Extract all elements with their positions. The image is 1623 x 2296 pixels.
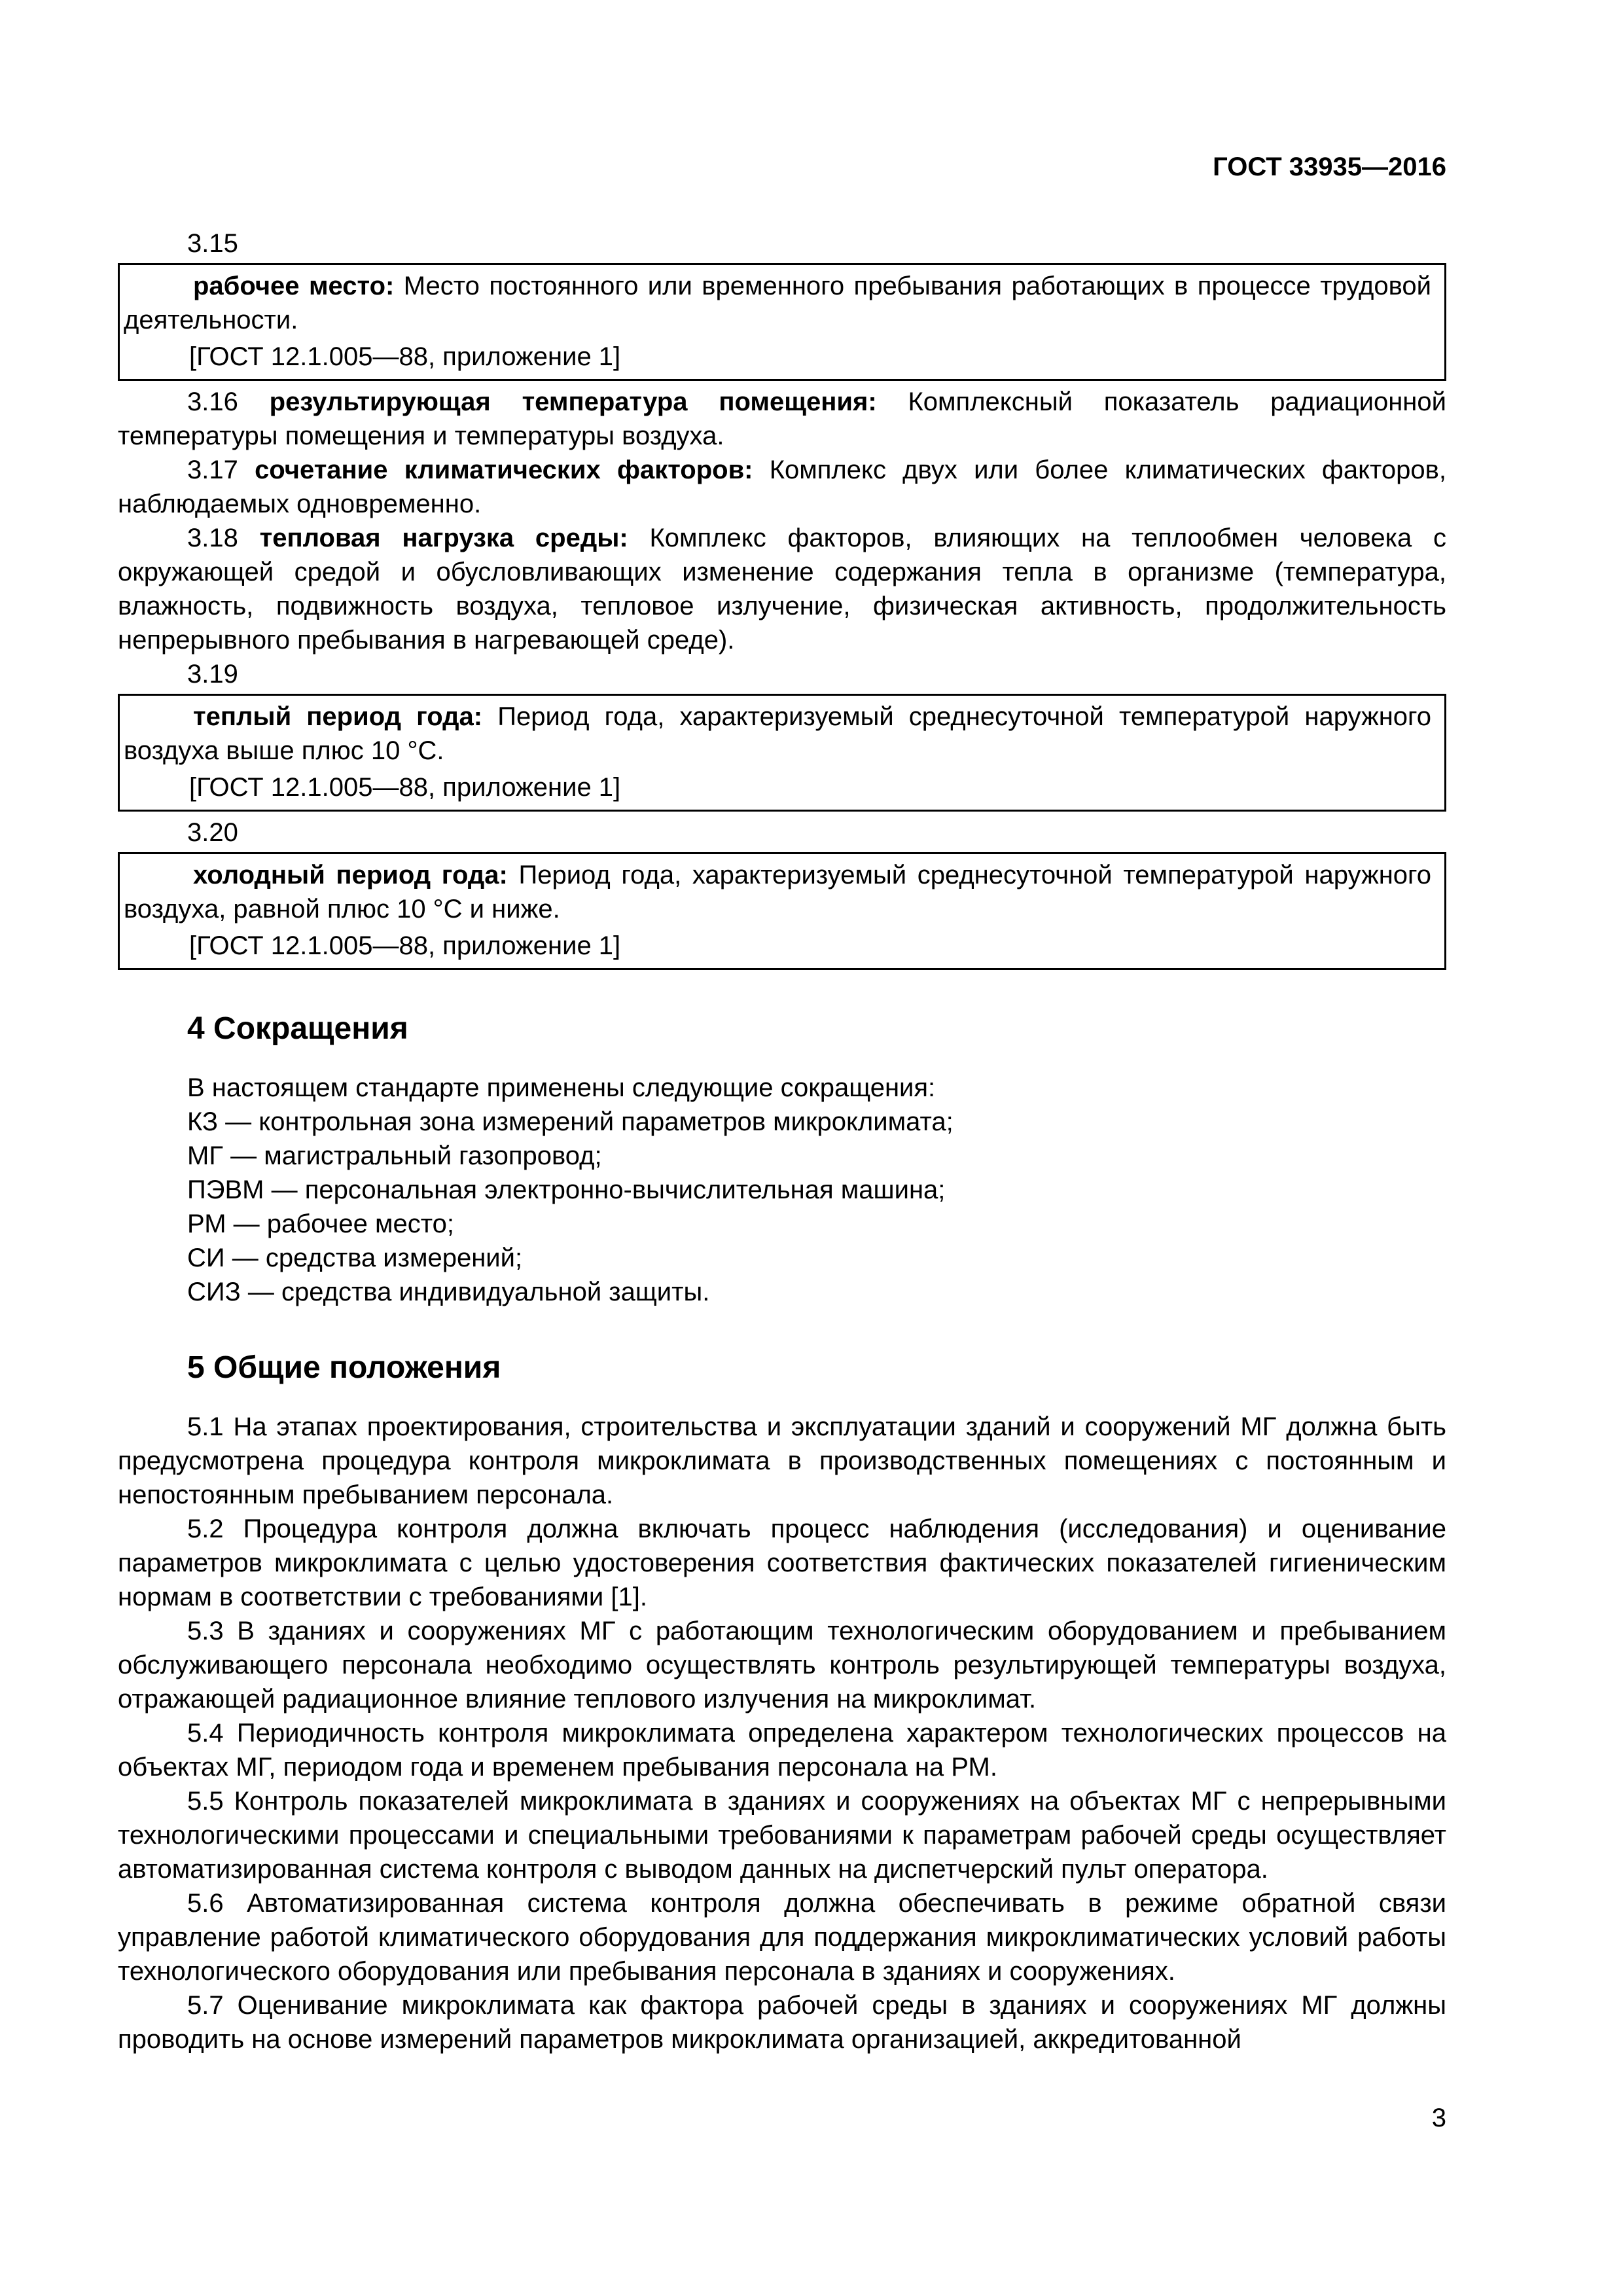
term-title: теплый период года: xyxy=(193,702,483,731)
term-box-3-20 xyxy=(118,852,1446,970)
term-definition: Комплексный показатель радиационной температуры помещения и температуры воздуха. xyxy=(118,387,1446,450)
paragraph-5-3: 5.3 В зданиях и сооружениях МГ с работающим технологическим оборудованием и пребыванием обслуживающего персонала необходимо осуществлять контроль результирующей температуры воздуха, отражающей радиационное влияние теплового излучения на микроклимат. xyxy=(118,1617,1446,1713)
term-paragraph-3-16 xyxy=(118,385,1446,453)
term-definition: Комплекс факторов, влияющих на теплообмен человека с окружающей средой и обусловливающих изменение содержания тепла в организме (температура, влажность, подвижность воздуха, тепловое излучение, физическая активность, продолжительность непрерывного пребывания в нагревающей среде). xyxy=(118,524,1446,655)
term-title: тепловая нагрузка среды: xyxy=(259,524,628,552)
term-definition: Период года, характеризуемый среднесуточной температурой наружного воздуха, равной плюс 10 °С и ниже. xyxy=(124,861,1431,924)
term-definition: Комплекс двух или более климатических факторов, наблюдаемых одновременно. xyxy=(118,456,1446,518)
term-box-3-19 xyxy=(118,694,1446,812)
term-title: рабочее место: xyxy=(193,272,395,300)
term-number: 3.18 xyxy=(187,524,238,552)
abbreviation-intro: В настоящем стандарте применены следующие сокращения: xyxy=(187,1073,936,1102)
term-number-3-15: 3.15 xyxy=(187,229,238,258)
term-paragraph-3-18 xyxy=(118,521,1446,657)
abbreviation-item: РМ — рабочее место; xyxy=(187,1210,454,1238)
document-header: ГОСТ 33935—2016 xyxy=(1213,152,1446,181)
term-paragraph-3-19 xyxy=(124,700,1431,768)
abbreviation-list xyxy=(118,1071,1446,1309)
page-number: 3 xyxy=(1431,2104,1446,2132)
section-5-heading: 5 Общие положения xyxy=(187,1350,501,1385)
term-source: [ГОСТ 12.1.005—88, приложение 1] xyxy=(189,342,621,371)
term-source: [ГОСТ 12.1.005—88, приложение 1] xyxy=(189,931,621,960)
term-number: 3.17 xyxy=(187,456,238,484)
term-number-3-20: 3.20 xyxy=(187,818,238,847)
term-definition: Место постоянного или временного пребывания работающих в процессе трудовой деятельности. xyxy=(124,272,1431,334)
term-paragraph-3-15 xyxy=(124,269,1431,337)
term-definition: Период года, характеризуемый среднесуточной температурой наружного воздуха выше плюс 10 °С. xyxy=(124,702,1431,765)
term-title: результирующая температура помещения: xyxy=(269,387,877,416)
abbreviation-item: МГ — магистральный газопровод; xyxy=(187,1141,602,1170)
term-title: холодный период года: xyxy=(193,861,508,889)
abbreviation-item: СИ — средства измерений; xyxy=(187,1244,523,1272)
paragraph-5-1: 5.1 На этапах проектирования, строительства и эксплуатации зданий и сооружений МГ должна быть предусмотрена процедура контроля микроклимата в производственных помещениях с постоянным и непостоянным пребыванием персонала. xyxy=(118,1412,1446,1509)
term-number: 3.16 xyxy=(187,387,238,416)
paragraph-5-7: 5.7 Оценивание микроклимата как фактора рабочей среды в зданиях и сооружениях МГ должны проводить на основе измерений параметров микроклимата организацией, аккредитованной xyxy=(118,1991,1446,2054)
term-box-3-15 xyxy=(118,263,1446,381)
abbreviation-item: КЗ — контрольная зона измерений параметров микроклимата; xyxy=(187,1107,954,1136)
term-paragraph-3-20 xyxy=(124,858,1431,926)
term-source: [ГОСТ 12.1.005—88, приложение 1] xyxy=(189,773,621,802)
paragraph-5-2: 5.2 Процедура контроля должна включать процесс наблюдения (исследования) и оценивание параметров микроклимата с целью удостоверения соответствия фактических показателей гигиеническим нормам в соответствии с требованиями [1]. xyxy=(118,1515,1446,1611)
section-4-heading: 4 Сокращения xyxy=(187,1011,408,1046)
abbreviation-item: СИЗ — средства индивидуальной защиты. xyxy=(187,1278,710,1306)
paragraph-5-6: 5.6 Автоматизированная система контроля должна обеспечивать в режиме обратной связи управление работой климатического оборудования для поддержания микроклиматических условий работы технологического оборудования или пребывания персонала в зданиях и сооружениях. xyxy=(118,1889,1446,1986)
term-number-3-19: 3.19 xyxy=(187,660,238,689)
page-content xyxy=(118,226,1446,2056)
abbreviation-item: ПЭВМ — персональная электронно-вычислительная машина; xyxy=(187,1175,946,1204)
term-title: сочетание климатических факторов: xyxy=(255,456,753,484)
paragraph-5-4: 5.4 Периодичность контроля микроклимата определена характером технологических процессов на объектах МГ, периодом года и временем пребывания персонала на РМ. xyxy=(118,1719,1446,1782)
paragraph-5-5: 5.5 Контроль показателей микроклимата в зданиях и сооружениях на объектах МГ с непрерывными технологическими процессами и специальными требованиями к параметрам рабочей среды осуществляет автоматизированная система контроля с выводом данных на диспетчерский пульт оператора. xyxy=(118,1787,1446,1884)
term-paragraph-3-17 xyxy=(118,453,1446,521)
